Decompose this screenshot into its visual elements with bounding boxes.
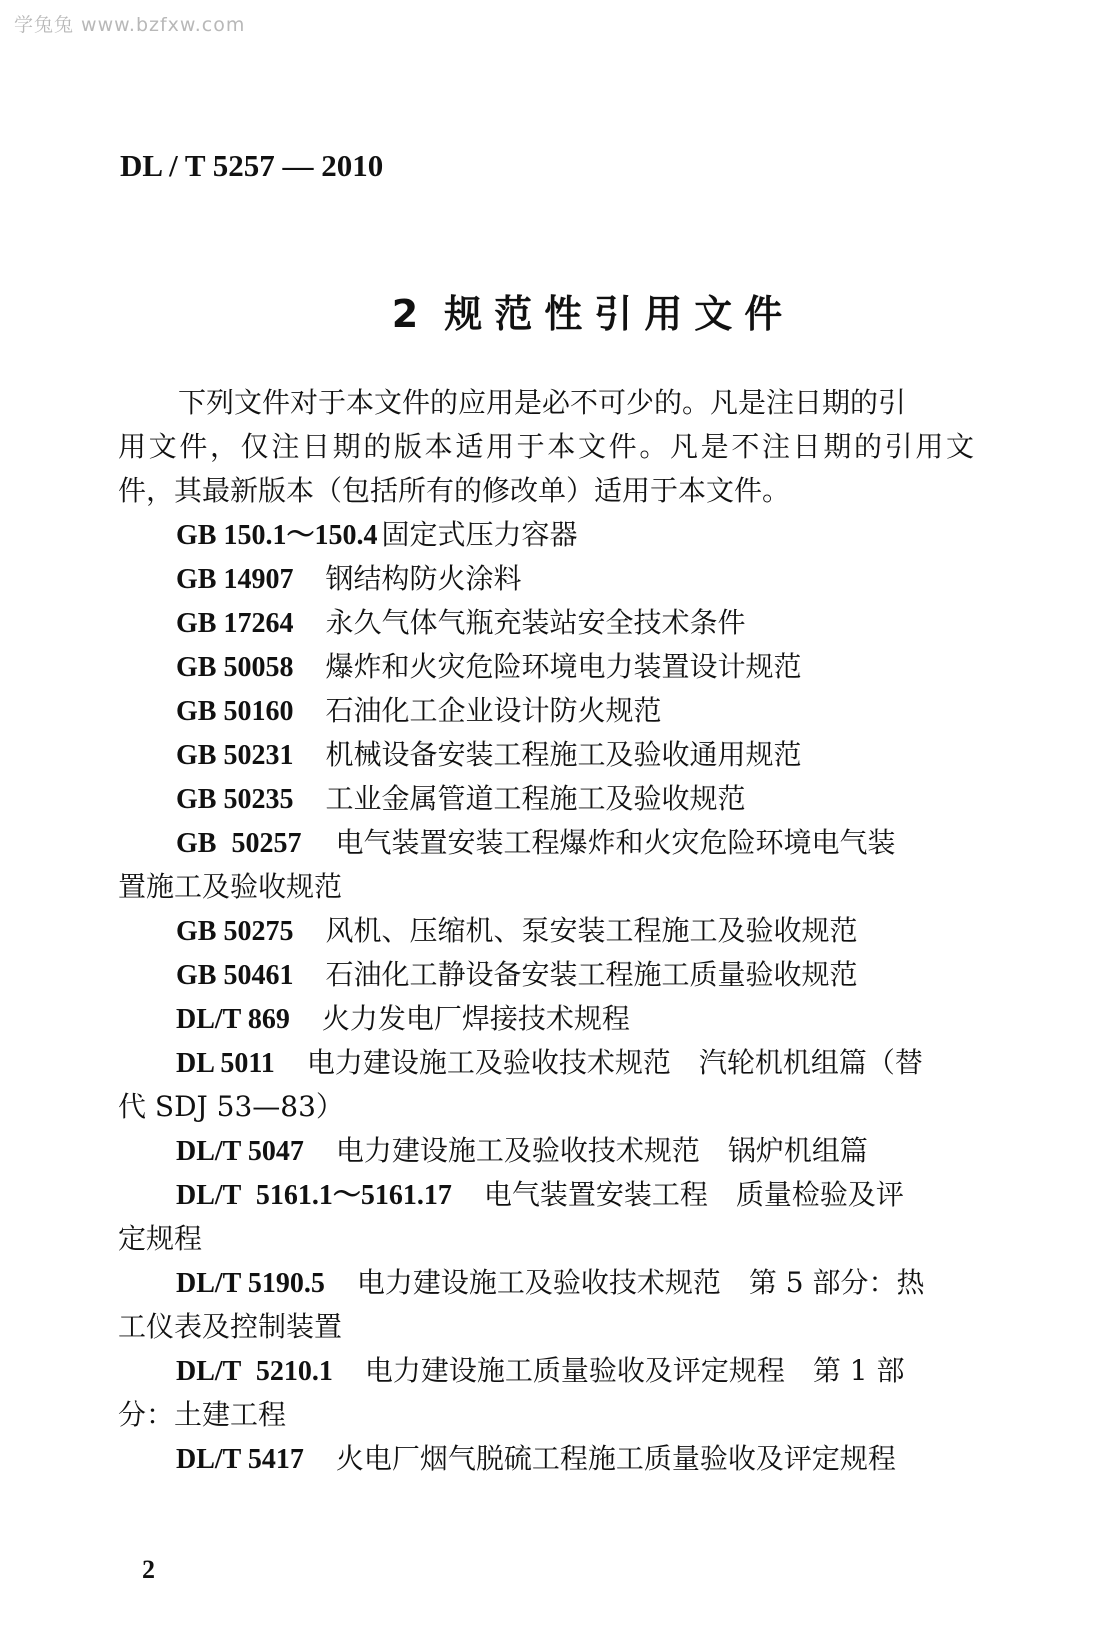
reference-code: GB 50275 bbox=[176, 916, 294, 947]
reference-code: DL/T 5190.5 bbox=[176, 1268, 325, 1299]
reference-title: 电气装置安装工程爆炸和火灾危险环境电气装 bbox=[335, 826, 896, 859]
reference-title: 钢结构防火涂料 bbox=[325, 562, 522, 595]
reference-code: DL/T 5417 bbox=[176, 1444, 304, 1475]
reference-title: 固定式压力容器 bbox=[381, 518, 578, 551]
intro-line-1: 下列文件对于本文件的应用是必不可少的。凡是注日期的引 bbox=[178, 386, 907, 419]
watermark-text: 学兔兔 www.bzfxw.com bbox=[14, 14, 246, 36]
reference-item bbox=[176, 1441, 896, 1478]
reference-code: GB 50160 bbox=[176, 696, 294, 727]
reference-title: 电气装置安装工程 质量检验及评 bbox=[483, 1178, 904, 1211]
reference-item bbox=[176, 1265, 924, 1302]
reference-title: 永久气体气瓶充装站安全技术条件 bbox=[325, 606, 746, 639]
reference-item bbox=[176, 1001, 630, 1038]
reference-title: 机械设备安装工程施工及验收通用规范 bbox=[325, 738, 802, 771]
reference-title: 电力建设施工及验收技术规范 汽轮机机组篇（替 bbox=[306, 1046, 923, 1079]
reference-code: GB 17264 bbox=[176, 608, 294, 639]
reference-code: GB 150.1～150.4 bbox=[176, 520, 378, 551]
reference-code: GB 50058 bbox=[176, 652, 294, 683]
reference-title: 风机、压缩机、泵安装工程施工及验收规范 bbox=[325, 914, 858, 947]
section-number: 2 bbox=[391, 292, 419, 336]
reference-title: 电力建设施工及验收技术规范 第 5 部分：热 bbox=[356, 1266, 925, 1299]
reference-code: GB 50257 bbox=[176, 828, 302, 859]
reference-continuation: 定规程 bbox=[118, 1222, 203, 1255]
reference-code: GB 50235 bbox=[176, 784, 294, 815]
reference-title: 电力建设施工及验收技术规范 锅炉机组篇 bbox=[335, 1134, 868, 1167]
reference-code: DL/T 5161.1～5161.17 bbox=[176, 1180, 452, 1211]
reference-item bbox=[176, 561, 521, 598]
page-number: 2 bbox=[142, 1555, 155, 1584]
reference-code: GB 14907 bbox=[176, 564, 294, 595]
reference-code: DL/T 5047 bbox=[176, 1136, 304, 1167]
reference-item bbox=[176, 1353, 904, 1390]
reference-title: 火电厂烟气脱硫工程施工质量验收及评定规程 bbox=[335, 1442, 896, 1475]
reference-title: 爆炸和火灾危险环境电力装置设计规范 bbox=[325, 650, 802, 683]
section-heading bbox=[0, 283, 1116, 338]
reference-title: 火力发电厂焊接技术规程 bbox=[321, 1002, 630, 1035]
reference-item bbox=[176, 605, 745, 642]
section-title-text: 规范性引用文件 bbox=[444, 292, 795, 336]
reference-code: GB 50461 bbox=[176, 960, 294, 991]
reference-item bbox=[176, 913, 857, 950]
reference-item bbox=[176, 517, 577, 554]
reference-item bbox=[176, 957, 857, 994]
reference-item bbox=[176, 1133, 868, 1170]
reference-title: 石油化工静设备安装工程施工质量验收规范 bbox=[325, 958, 858, 991]
reference-code: DL/T 5210.1 bbox=[176, 1356, 333, 1387]
reference-item bbox=[176, 1177, 904, 1214]
reference-continuation: 工仪表及控制装置 bbox=[118, 1310, 343, 1343]
reference-code: DL/T 869 bbox=[176, 1004, 290, 1035]
reference-title: 工业金属管道工程施工及验收规范 bbox=[325, 782, 746, 815]
reference-item bbox=[176, 737, 801, 774]
reference-title: 石油化工企业设计防火规范 bbox=[325, 694, 662, 727]
reference-continuation: 代 SDJ 53—83） bbox=[118, 1090, 344, 1123]
intro-line-2: 用文件，仅注日期的版本适用于本文件。凡是不注日期的引用文 bbox=[118, 430, 974, 463]
reference-continuation: 置施工及验收规范 bbox=[118, 870, 343, 903]
reference-code: DL 5011 bbox=[176, 1048, 275, 1079]
reference-continuation: 分：土建工程 bbox=[118, 1398, 287, 1431]
reference-code: GB 50231 bbox=[176, 740, 294, 771]
reference-item bbox=[176, 825, 895, 862]
intro-line-3: 件，其最新版本（包括所有的修改单）适用于本文件。 bbox=[118, 474, 791, 507]
reference-item bbox=[176, 781, 745, 818]
reference-item bbox=[176, 693, 661, 730]
reference-title: 电力建设施工质量验收及评定规程 第 1 部 bbox=[364, 1354, 905, 1387]
reference-item bbox=[176, 1045, 923, 1082]
standard-code-header: DL / T 5257 — 2010 bbox=[120, 148, 384, 183]
reference-item bbox=[176, 649, 801, 686]
